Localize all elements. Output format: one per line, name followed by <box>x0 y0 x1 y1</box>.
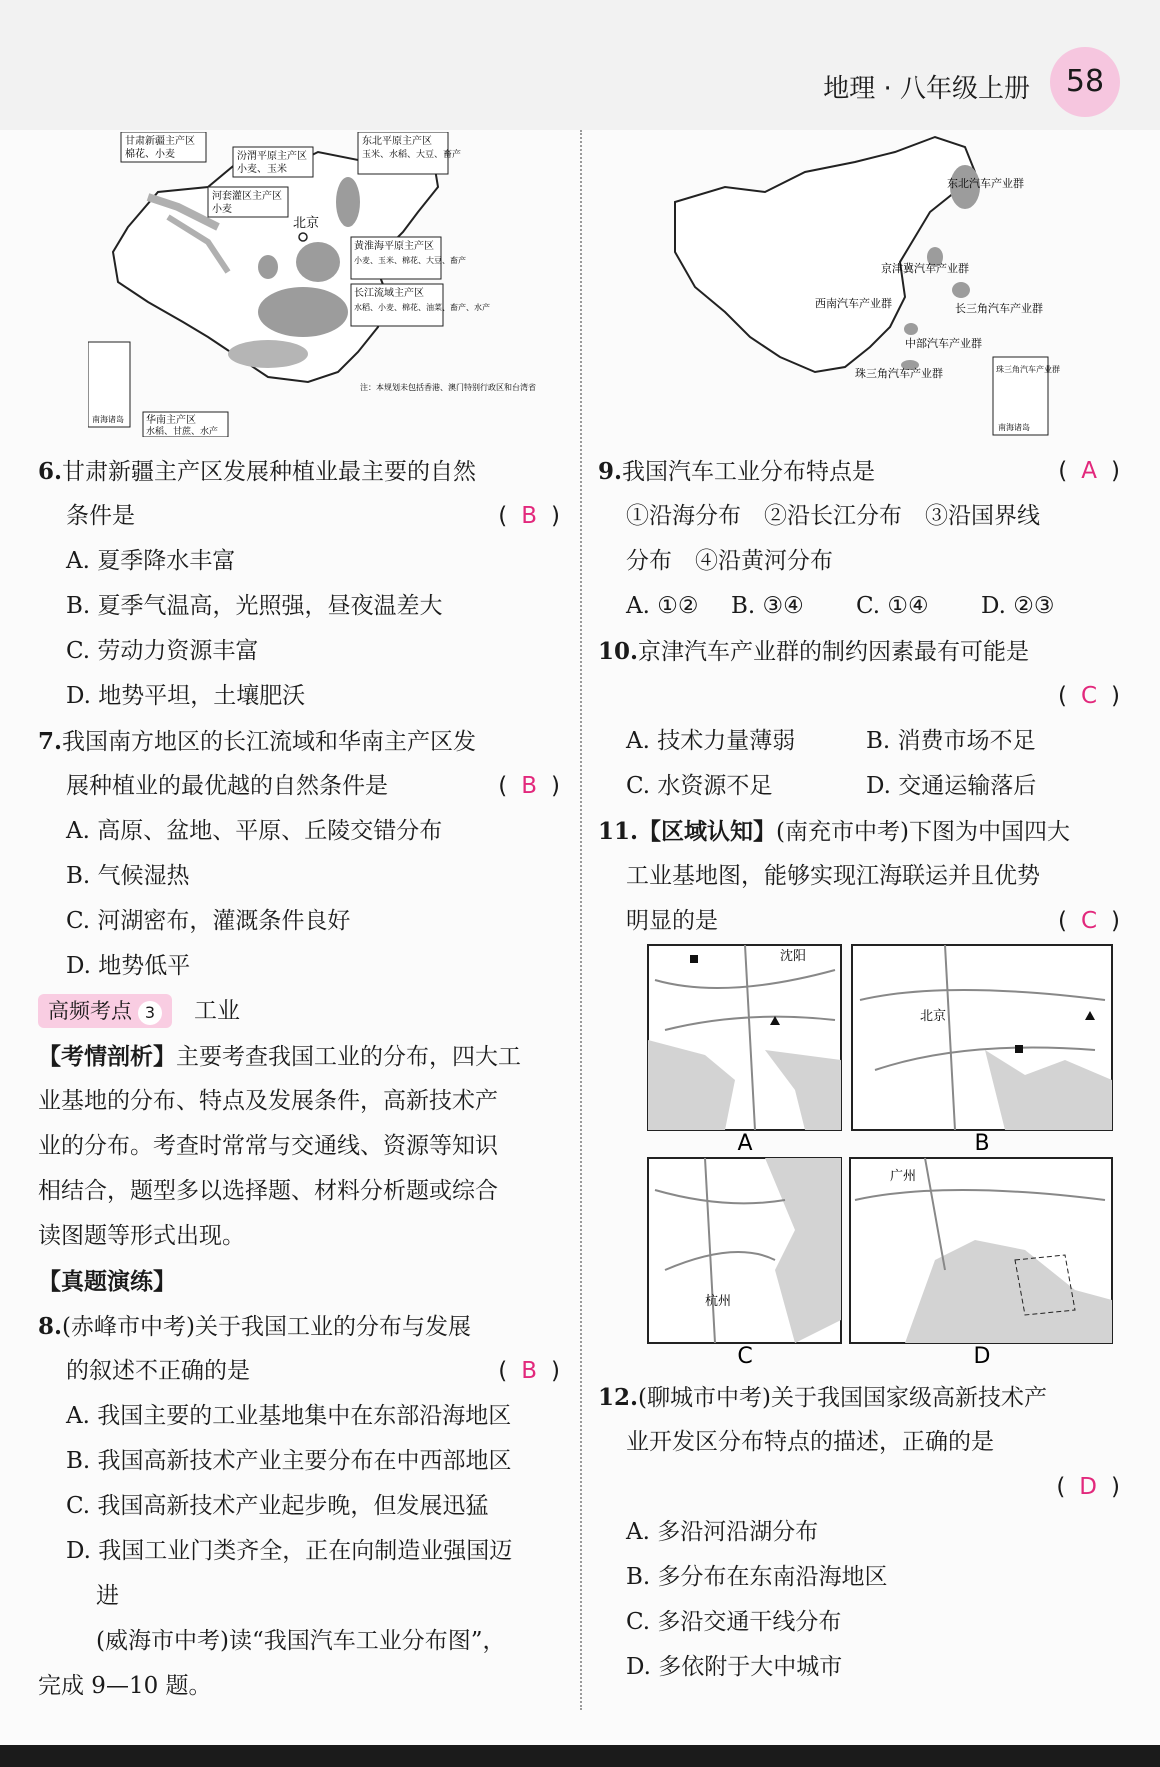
section-heading <box>38 989 560 1034</box>
q8-stem-2: 的叙述不正确的是 <box>66 1358 250 1384</box>
q11-tag: 【区域认知】 <box>638 818 777 845</box>
q7-option-c: C. 河湖密布，灌溉条件良好 <box>66 908 351 934</box>
section-tag-text: 高频考点 <box>48 999 132 1023</box>
q10-number: 10. <box>598 638 639 665</box>
map-d-city: 广州 <box>890 1169 917 1184</box>
q9-options <box>598 584 1120 629</box>
q10-option-c: C. 水资源不足 <box>626 773 773 799</box>
q9-option-a: A. ①② <box>626 593 699 619</box>
inset-label-2: 南海诸岛 <box>998 423 1030 432</box>
box-northeast-name: 东北平原主产区 <box>362 136 432 147</box>
box-fenwei-name: 汾渭平原主产区 <box>237 151 307 162</box>
q6-option-a: A. 夏季降水丰富 <box>66 548 236 574</box>
map-a-mine <box>690 955 698 963</box>
label-northeast: 东北汽车产业群 <box>947 177 1024 190</box>
label-jingjinji: 京津冀汽车产业群 <box>881 262 969 275</box>
left-column <box>38 449 560 1709</box>
q11-number: 11. <box>598 818 639 845</box>
map-b-mine <box>1015 1045 1023 1053</box>
q10-answer: C <box>1080 683 1098 709</box>
industrial-bases-maps <box>645 940 1115 1370</box>
q9-items-2: 分布 ④沿黄河分布 <box>626 548 833 574</box>
map-b-label: B <box>974 1131 990 1156</box>
bottom-bar <box>0 1745 1160 1767</box>
region-huanan <box>228 340 308 368</box>
q12-option-b: B. 多分布在东南沿海地区 <box>626 1564 888 1590</box>
q11-answer: C <box>1080 908 1098 934</box>
q6-stem-line1 <box>38 449 560 494</box>
q7-stem-1: 我国南方地区的长江流域和华南主产区发 <box>62 729 477 755</box>
q6-option-d: D. 地势平坦，土壤肥沃 <box>66 683 306 709</box>
q9-10-intro-2: 完成 9—10 题。 <box>38 1673 212 1699</box>
q9-option-b: B. ③④ <box>731 593 804 619</box>
analysis-line1 <box>38 1034 560 1079</box>
box-fenwei-crops: 小麦、玉米 <box>237 164 287 175</box>
q6-option-b: B. 夏季气温高，光照强，昼夜温差大 <box>66 593 443 619</box>
column-divider <box>580 130 582 1710</box>
q9-option-d: D. ②③ <box>981 593 1055 619</box>
box-hetao-crops: 小麦 <box>212 204 232 215</box>
q10-options-row2 <box>598 764 1120 809</box>
q10-answer-line <box>598 674 1120 719</box>
cluster-yangtze <box>952 282 970 298</box>
q9-answer: A <box>1081 458 1098 484</box>
q12-answer: D <box>1079 1474 1098 1500</box>
analysis-label: 【考情剖析】 <box>38 1043 176 1070</box>
q8-answer-slot: ( B ) <box>498 1358 560 1384</box>
analysis-text-1: 主要考查我国工业的分布，四大工 <box>176 1044 521 1070</box>
q9-stem-text: 我国汽车工业分布特点是 <box>622 459 876 485</box>
q6-stem-2: 条件是 <box>66 503 135 529</box>
q10-stem <box>598 629 1120 674</box>
inset-label: 南海诸岛 <box>92 415 124 424</box>
q11-answer-slot: ( C ) <box>1057 908 1120 934</box>
map-note: 注：本规划未包括香港、澳门特别行政区和台湾省 <box>360 383 536 392</box>
region-huanghuai <box>296 242 340 282</box>
q12-stem-1: (聊城市中考)关于我国国家级高新技术产 <box>638 1385 1047 1411</box>
q11-stem-line1 <box>598 809 1120 854</box>
box-huanan-name: 华南主产区 <box>146 415 196 426</box>
map-d-label: D <box>973 1344 991 1369</box>
q7-answer: B <box>521 773 538 799</box>
agriculture-map <box>88 132 558 437</box>
box-huanghuai-crops: 小麦、玉米、棉花、大豆、畜产 <box>354 256 466 265</box>
q11-stem-line3 <box>598 899 1120 944</box>
q6-number: 6. <box>38 458 63 485</box>
analysis-text-4: 相结合，题型多以选择题、材料分析题或综合 <box>38 1178 498 1204</box>
q6-stem-line2 <box>38 494 560 539</box>
region-fenwei <box>258 255 278 279</box>
right-column-top <box>598 449 1120 944</box>
q11-stem-1: (南充市中考)下图为中国四大 <box>776 819 1070 845</box>
q9-option-c: C. ①④ <box>856 593 929 619</box>
region-changjiang <box>258 287 348 337</box>
q10-option-b: B. 消费市场不足 <box>866 728 1036 754</box>
map-c <box>648 1158 841 1343</box>
q12-option-a: A. 多沿河沿湖分布 <box>626 1519 819 1545</box>
q6-option-c: C. 劳动力资源丰富 <box>66 638 259 664</box>
q8-number: 8. <box>38 1313 63 1340</box>
q7-stem-2: 展种植业的最优越的自然条件是 <box>66 773 388 799</box>
book-title: 地理 · 八年级上册 <box>823 74 1030 104</box>
section-name: 工业 <box>194 998 240 1024</box>
right-column-bottom <box>598 1375 1120 1690</box>
box-changjiang-crops: 水稻、小麦、棉花、油菜、畜产、水产 <box>354 303 490 312</box>
q8-stem-line2 <box>38 1349 560 1394</box>
label-southwest: 西南汽车产业群 <box>815 297 892 310</box>
section-number: 3 <box>138 1001 162 1025</box>
map-a <box>648 945 841 1130</box>
q9-number: 9. <box>598 458 623 485</box>
label-prd: 珠三角汽车产业群 <box>855 367 943 380</box>
label-central: 中部汽车产业群 <box>905 337 982 350</box>
q12-number: 12. <box>598 1384 639 1411</box>
map-c-city: 杭州 <box>705 1294 732 1309</box>
box-gansu-crops: 棉花、小麦 <box>125 149 175 160</box>
q12-option-c: C. 多沿交通干线分布 <box>626 1609 842 1635</box>
cluster-central <box>904 323 918 335</box>
q8-option-d-cont: 进 <box>96 1583 119 1609</box>
q8-option-a: A. 我国主要的工业基地集中在东部沿海地区 <box>66 1403 512 1429</box>
map-b <box>852 945 1112 1130</box>
beijing-label: 北京 <box>293 216 320 231</box>
analysis-text-5: 读图题等形式出现。 <box>38 1223 245 1249</box>
q8-option-d: D. 我国工业门类齐全，正在向制造业强国迈 <box>66 1538 513 1564</box>
q12-answer-slot: ( D ) <box>1056 1474 1120 1500</box>
q9-items-1: ①沿海分布 ②沿长江分布 ③沿国界线 <box>626 503 1040 529</box>
q8-answer: B <box>521 1358 538 1384</box>
practice-heading: 【真题演练】 <box>38 1268 176 1295</box>
q6-answer-slot: ( B ) <box>498 503 560 529</box>
q8-option-b: B. 我国高新技术产业主要分布在中西部地区 <box>66 1448 512 1474</box>
q6-answer: B <box>521 503 538 529</box>
q12-stem-2: 业开发区分布特点的描述，正确的是 <box>626 1429 994 1455</box>
q7-option-a: A. 高原、盆地、平原、丘陵交错分布 <box>66 818 443 844</box>
q10-stem-text: 京津汽车产业群的制约因素最有可能是 <box>638 639 1030 665</box>
q8-stem-1: (赤峰市中考)关于我国工业的分布与发展 <box>62 1314 471 1340</box>
q7-option-d: D. 地势低平 <box>66 953 191 979</box>
q7-option-b: B. 气候湿热 <box>66 863 190 889</box>
q7-stem-line2 <box>38 764 560 809</box>
q7-number: 7. <box>38 728 63 755</box>
q9-10-intro-1: (威海市中考)读“我国汽车工业分布图”， <box>96 1628 506 1654</box>
q11-stem-3: 明显的是 <box>626 908 718 934</box>
label-yangtze: 长三角汽车产业群 <box>955 302 1043 315</box>
box-gansu-name: 甘肃新疆主产区 <box>125 136 195 147</box>
page-header-background <box>0 0 1160 130</box>
q6-stem-1: 甘肃新疆主产区发展种植业最主要的自然 <box>62 459 477 485</box>
q10-options-row1 <box>598 719 1120 764</box>
page-number: 58 <box>1050 47 1120 117</box>
box-changjiang-name: 长江流域主产区 <box>354 288 424 299</box>
analysis-text-3: 业的分布。考查时常常与交通线、资源等知识 <box>38 1133 498 1159</box>
map-a-label: A <box>737 1131 753 1156</box>
q10-option-a: A. 技术力量薄弱 <box>626 728 796 754</box>
q9-stem <box>598 449 1120 494</box>
section-tag <box>38 994 172 1028</box>
q10-option-d: D. 交通运输落后 <box>866 773 1037 799</box>
map-a-city: 沈阳 <box>780 949 807 964</box>
box-hetao-name: 河套灌区主产区 <box>212 191 282 202</box>
q12-stem-line1 <box>598 1375 1120 1420</box>
q7-answer-slot: ( B ) <box>498 773 560 799</box>
q7-stem-line1 <box>38 719 560 764</box>
map-d <box>850 1158 1112 1343</box>
box-huanghuai-name: 黄淮海平原主产区 <box>354 241 434 252</box>
region-northeast <box>336 177 360 227</box>
map-b-city: 北京 <box>920 1009 947 1024</box>
auto-industry-map <box>665 132 1065 437</box>
analysis-text-2: 业基地的分布、特点及发展条件，高新技术产 <box>38 1088 498 1114</box>
map-c-label: C <box>737 1344 753 1369</box>
q12-option-d: D. 多依附于大中城市 <box>626 1654 843 1680</box>
box-huanan-crops: 水稻、甘蔗、水产 <box>146 427 219 437</box>
q9-answer-slot: ( A ) <box>1058 458 1120 484</box>
q11-stem-2: 工业基地图，能够实现江海联运并且优势 <box>626 863 1040 889</box>
q10-answer-slot: ( C ) <box>1057 683 1120 709</box>
box-northeast-crops: 玉米、水稻、大豆、畜产 <box>362 150 462 160</box>
inset-prd-label: 珠三角汽车产业群 <box>996 365 1060 374</box>
q8-stem-line1 <box>38 1304 560 1349</box>
q8-option-c: C. 我国高新技术产业起步晚，但发展迅猛 <box>66 1493 489 1519</box>
q12-answer-line <box>598 1465 1120 1510</box>
